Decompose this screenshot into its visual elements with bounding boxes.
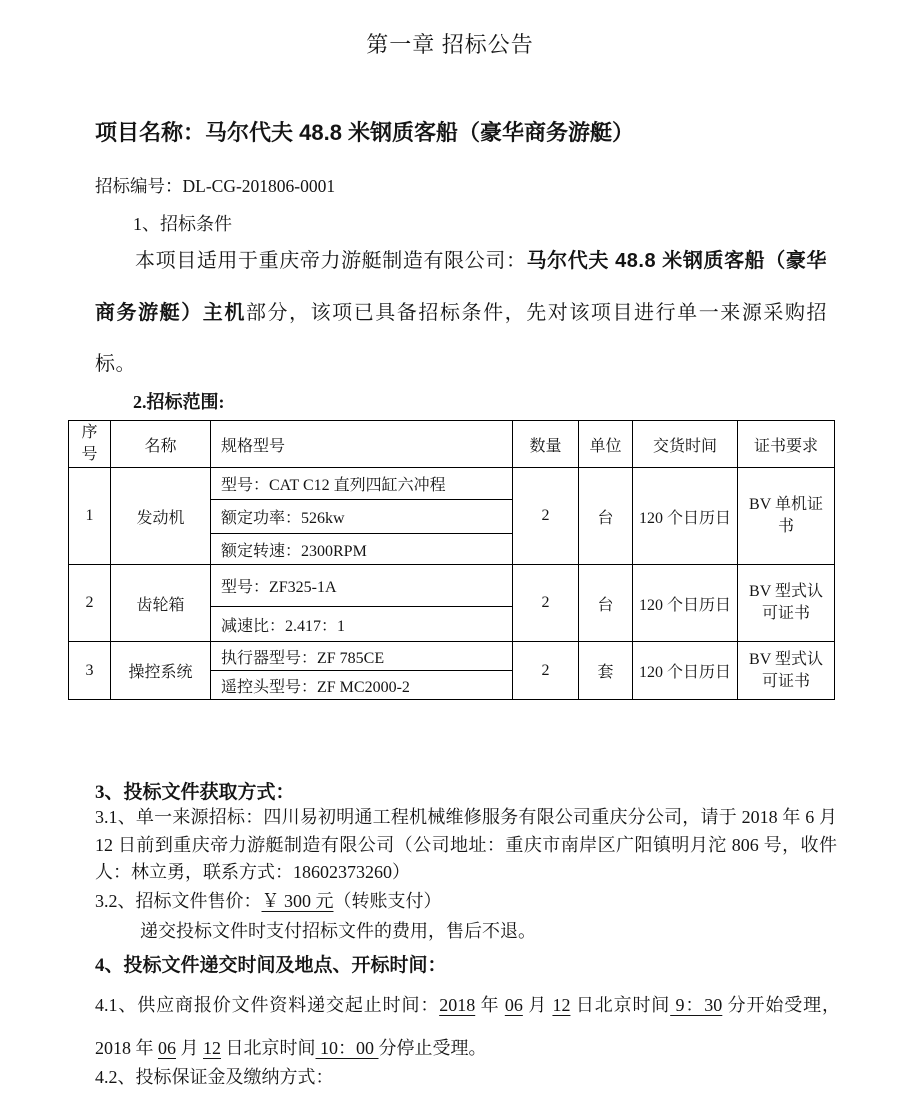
cert-cell: BV 型式认可证书 xyxy=(738,565,835,642)
text-segment: 4.1、供应商报价文件资料递交起止时间： xyxy=(95,995,440,1015)
col-header-delivery: 交货时间 xyxy=(633,421,738,468)
text-segment: 分停止受理。 xyxy=(378,1038,487,1058)
section1-body xyxy=(95,236,827,391)
row-name-cell: 发动机 xyxy=(111,468,211,565)
text-segment: 马尔代夫 48.8 米钢质客船（豪华商务游艇）主机 xyxy=(95,250,828,324)
col-header-seq: 序号 xyxy=(69,421,111,468)
text-segment: 月 xyxy=(522,995,553,1015)
cert-cell: BV 型式认可证书 xyxy=(738,642,835,700)
col-header-spec: 规格型号 xyxy=(211,421,513,468)
spec-cell: 额定功率：526kw xyxy=(211,500,513,534)
text-segment: 本项目适用于重庆帝力游艇制造有限公司： xyxy=(135,250,527,272)
section3-item-3-1: 3.1、单一来源招标：四川易初明通工程机械维修服务有限公司重庆分公司，请于 2018 年 6 月 12 日前到重庆帝力游艇制造有限公司（公司地址：重庆市南岸区广阳镇明月沱 806 号，收件人：林立勇，联系方式：18602373260） xyxy=(95,807,837,882)
row-seq-cell: 3 xyxy=(69,642,111,700)
section4-item-4-2: 4.2、投标保证金及缴纳方式： xyxy=(95,1067,334,1087)
delivery-cell: 120 个日历日 xyxy=(633,565,738,642)
section4-heading: 4、投标文件递交时间及地点、开标时间： xyxy=(95,955,447,976)
table-row xyxy=(69,642,835,671)
unit-cell: 台 xyxy=(579,468,633,565)
spec-cell: 执行器型号：ZF 785CE xyxy=(211,642,513,671)
row-name-cell: 齿轮箱 xyxy=(111,565,211,642)
section3-heading: 3、投标文件获取方式： xyxy=(95,782,295,803)
cert-cell: BV 单机证书 xyxy=(738,468,835,565)
spec-cell: 型号：ZF325-1A xyxy=(211,565,513,607)
spec-cell: 额定转速：2300RPM xyxy=(211,534,513,565)
text-segment: 3.2、招标文件售价： xyxy=(95,891,262,911)
bid-scope-table-body xyxy=(69,468,835,700)
qty-cell: 2 xyxy=(513,642,579,700)
text-segment: 日北京时间 xyxy=(570,995,671,1015)
text-segment: ￥ 300 元 xyxy=(261,891,334,911)
text-segment: 2018 xyxy=(439,995,476,1015)
spec-cell: 遥控头型号：ZF MC2000-2 xyxy=(211,671,513,700)
col-header-name: 名称 xyxy=(111,421,211,468)
spec-cell: 型号：CAT C12 直列四缸六冲程 xyxy=(211,468,513,500)
qty-cell: 2 xyxy=(513,565,579,642)
col-header-cert: 证书要求 xyxy=(738,421,835,468)
text-segment: 12 xyxy=(203,1038,221,1058)
section4-item-4-1 xyxy=(95,984,840,1070)
table-header-row xyxy=(69,421,835,468)
delivery-cell: 120 个日历日 xyxy=(633,642,738,700)
unit-cell: 台 xyxy=(579,565,633,642)
project-heading: 项目名称：马尔代夫 48.8 米钢质客船（豪华商务游艇） xyxy=(95,120,635,145)
bid-number-label: 招标编号： xyxy=(95,176,183,196)
text-segment: 06 xyxy=(504,995,523,1015)
text-segment: 12 xyxy=(552,995,571,1015)
chapter-title: 第一章 招标公告 xyxy=(366,32,534,57)
spec-cell: 减速比：2.417：1 xyxy=(211,607,513,642)
text-segment: 9：30 xyxy=(670,995,723,1015)
text-segment: （转账支付） xyxy=(333,891,442,911)
delivery-cell: 120 个日历日 xyxy=(633,468,738,565)
text-segment: 部分，该项已具备招标条件，先对该项目进行单一来源采购招标。 xyxy=(95,301,828,375)
text-segment: 06 xyxy=(158,1038,176,1058)
text-segment: 10：00 xyxy=(315,1038,379,1058)
text-segment: 分开始受理， xyxy=(722,995,841,1015)
section2-heading: 2.招标范围: xyxy=(133,392,225,412)
row-seq-cell: 1 xyxy=(69,468,111,565)
table-row xyxy=(69,468,835,500)
qty-cell: 2 xyxy=(513,468,579,565)
col-header-qty: 数量 xyxy=(513,421,579,468)
section3-item-3-2 xyxy=(95,888,837,914)
payment-note: 递交投标文件时支付招标文件的费用，售后不退。 xyxy=(140,921,536,941)
bid-number xyxy=(95,174,335,198)
text-segment: 年 xyxy=(475,995,505,1015)
bid-number-value: DL-CG-201806-0001 xyxy=(182,176,336,196)
section1-heading: 1、招标条件 xyxy=(133,214,232,234)
row-name-cell: 操控系统 xyxy=(111,642,211,700)
table-row xyxy=(69,565,835,607)
text-segment: 2018 年 xyxy=(95,1038,158,1058)
bid-scope-table xyxy=(68,420,835,700)
text-segment: 日北京时间 xyxy=(221,1038,316,1058)
col-header-unit: 单位 xyxy=(579,421,633,468)
text-segment: 月 xyxy=(176,1038,203,1058)
row-seq-cell: 2 xyxy=(69,565,111,642)
unit-cell: 套 xyxy=(579,642,633,700)
